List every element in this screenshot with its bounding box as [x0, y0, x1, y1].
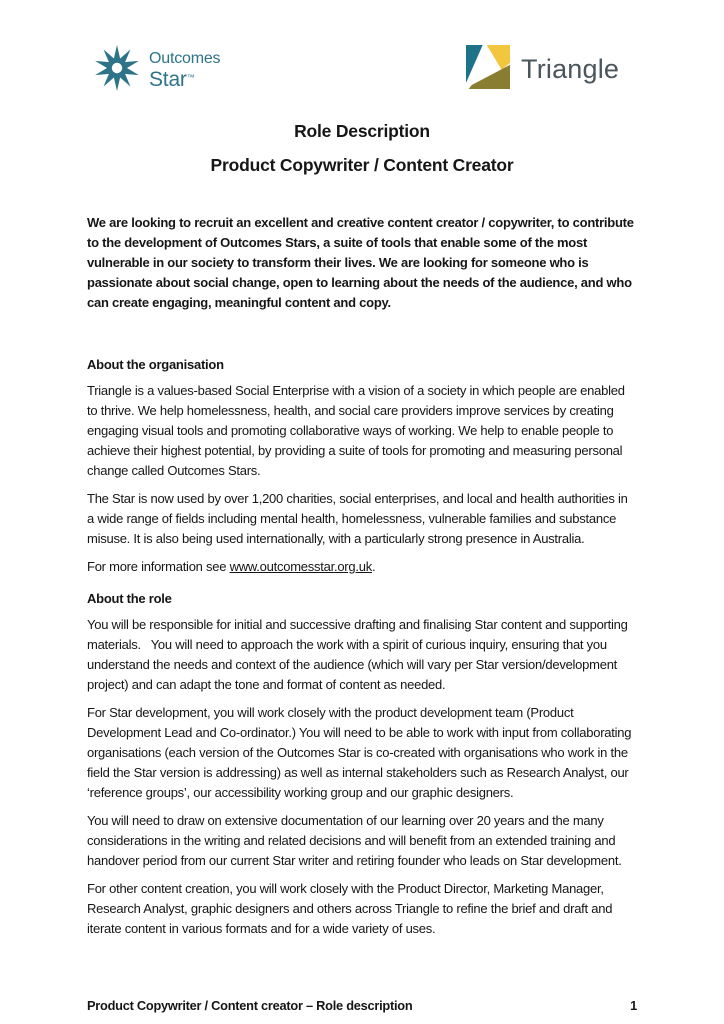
link-suffix: .	[371, 559, 376, 574]
page-title	[0, 121, 724, 175]
intro-paragraph: We are looking to recruit an excellent and creative content creator / copywriter, to contribute to the development of Outcomes Stars, a suite of tools that enable some of the most vulnerable in our society to transform their lives. We are looking for someone who is passionate about social change, open to learning about the needs of the audience, and who can create engaging, meaningful content and copy.	[87, 215, 638, 310]
paragraph: You will need to draw on extensive documentation of our learning over 20 years and the many considerations in the writing and related decisions and will benefit from an extended training and handover period from our current Star writer and retiring founder who leads on Star development.	[87, 813, 622, 868]
star-word: Star™	[149, 68, 195, 91]
link-prefix: For more information see	[87, 559, 230, 574]
paragraph: For other content creation, you will work closely with the Product Director, Marketing Manager, Research Analyst, graphic designers and others across Triangle to refine the brief and draft and iterate content in various formats and for a wide variety of uses.	[87, 881, 616, 936]
job-title: Product Copywriter / Content Creator	[210, 155, 514, 175]
section-about-organisation	[87, 355, 637, 577]
paragraph: Triangle is a values-based Social Enterprise with a vision of a society in which people are enabled to thrive. We help homelessness, health, and social care providers improve services by creating engaging visual tools and promoting collaborative ways of working. We help to enable people to achieve their highest potential, by providing a suite of tools for promoting and measuring personal change called Outcomes Stars.	[87, 383, 629, 478]
page-number: 1	[630, 998, 637, 1013]
footer-title: Product Copywriter / Content creator – Role description	[87, 998, 413, 1013]
document-body	[87, 213, 637, 947]
triangle-icon	[466, 45, 510, 94]
paragraph: The Star is now used by over 1,200 charities, social enterprises, and local and health authorities in a wide range of fields including mental health, homelessness, vulnerable families and substance misuse. It is also being used internationally, with a particularly strong presence in Australia.	[87, 491, 631, 546]
paragraph: You will be responsible for initial and successive drafting and finalising Star content and supporting materials. You will need to approach the work with a spirit of curious inquiry, ensuring that you understand the needs and context of the audience (which will vary per Star version/development project) and can adapt the tone and format of content as needed.	[87, 617, 631, 692]
trademark-symbol: ™	[186, 73, 195, 82]
outcomesstar-link[interactable]: www.outcomesstar.org.uk	[229, 559, 372, 574]
triangle-logo	[466, 45, 619, 94]
paragraph: For Star development, you will work closely with the product development team (Product Development Lead and Co-ordinator.) You will need to be able to work with input from collaborating organisations (each version of the Outcomes Star is co-created with organisations who work in the field the Star version is addressing) as well as internal stakeholders such as Research Analyst, our ‘reference groups’, our accessibility working group and our graphic designers.	[87, 705, 635, 800]
triangle-wordmark: Triangle	[521, 54, 620, 84]
outcomes-star-logo	[93, 44, 220, 97]
outcomes-star-icon	[93, 44, 141, 97]
section-heading-role: About the role	[87, 591, 172, 606]
outcomes-word: Outcomes	[149, 50, 221, 67]
section-heading-organisation: About the organisation	[87, 357, 224, 372]
document-title: Role Description	[294, 121, 430, 141]
page-footer	[87, 998, 637, 1013]
section-about-role	[87, 589, 637, 939]
outcomes-star-wordmark	[149, 51, 220, 90]
info-link-line	[87, 557, 637, 577]
